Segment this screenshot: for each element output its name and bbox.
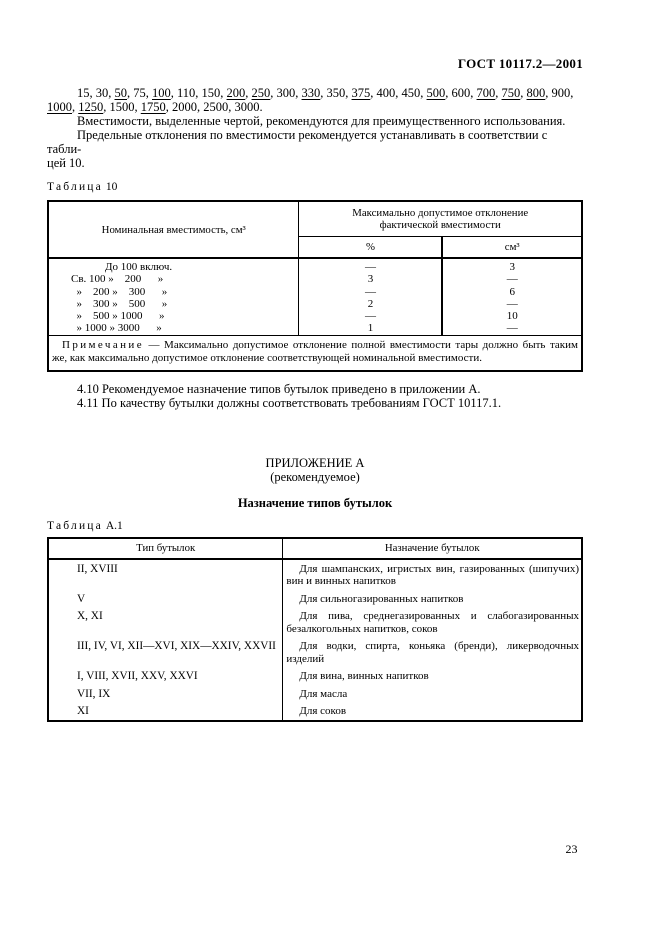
capacity-value: 1500 <box>109 100 135 114</box>
capacity-value: 900 <box>551 86 571 100</box>
table-row <box>48 322 582 335</box>
bottle-purpose-cell: Для масла <box>299 687 348 700</box>
col-header-percent: % <box>365 241 375 253</box>
deviation-cm3-cell: 6 <box>442 286 582 298</box>
deviation-percent-cell: — <box>364 261 376 273</box>
table10-note-label: Примечание <box>62 338 144 351</box>
table-row <box>48 702 582 721</box>
capacity-value: 2500 <box>203 100 229 114</box>
appendix-title: ПРИЛОЖЕНИЕ А <box>265 455 365 470</box>
table10-label-word: Таблица <box>47 181 103 193</box>
bottle-purpose-cell: Для вина, винных напитков <box>299 670 429 683</box>
capacity-value: 400 <box>376 86 396 100</box>
bottle-purpose-cell: Для сильногазированных напитков <box>299 592 464 605</box>
table-10 <box>47 200 583 372</box>
capacity-value-preferred: 800 <box>526 86 546 100</box>
intro-paragraphs <box>47 86 583 170</box>
page-content <box>47 0 583 722</box>
table-row <box>48 286 582 298</box>
bottle-purpose-cell: Для пива, среднегазированных и слабогазированных безалкогольных напитков, соков <box>286 610 579 635</box>
table-row <box>48 298 582 310</box>
bottle-type-cell: III, IV, VI, XII—XVI, XIX—XXIV, XXVII <box>48 637 283 667</box>
bottle-type-cell: I, VIII, XVII, XXV, XXVI <box>48 667 283 685</box>
table-row <box>48 559 582 590</box>
clause-4-10: 4.10 Рекомендуемое назначение типов бутылок приведено в приложении А. <box>77 381 481 396</box>
appendix-heading: Назначение типов бутылок <box>237 495 393 510</box>
clause-list <box>47 382 583 410</box>
bottle-purpose-cell: Для шампанских, игристых вин, газированных (шипучих) вин и винных напитков <box>286 562 579 588</box>
capacity-range-cell: До 100 включ. <box>48 258 299 273</box>
table10-body <box>48 258 582 335</box>
capacity-range-cell: » 500 » 1000 » <box>48 310 299 322</box>
col-header-max-deviation: Максимально допустимое отклонение фактической вместимости <box>299 201 582 237</box>
capacity-value-preferred: 1750 <box>140 100 166 114</box>
capacity-values-line1: 15, 30, 50, 75, 100, 110, 150, 200, 250, 300, 330, 350, 375, 400, 450, 500, 600, 700, 750, 800, 900, <box>77 86 574 100</box>
table-row <box>48 685 582 703</box>
deviation-note-line1: Предельные отклонения по вместимости рекомендуется устанавливать в соответствии с табли- <box>47 128 548 156</box>
capacity-range-cell: » 200 » 300 » <box>48 286 299 298</box>
capacity-value: 150 <box>201 86 221 100</box>
deviation-cm3-cell: 3 <box>442 258 582 273</box>
capacity-value-preferred: 330 <box>301 86 321 100</box>
table-row <box>48 607 582 637</box>
deviation-percent-cell: 3 <box>367 273 374 286</box>
appendix-header <box>47 456 583 484</box>
deviation-percent-cell: 2 <box>367 297 374 310</box>
capacity-value: 3000 <box>234 100 260 114</box>
table-row <box>48 637 582 667</box>
col-header-nominal-capacity: Номинальная вместимость, см³ <box>48 201 299 258</box>
tableA1-label-number: А.1 <box>105 519 123 532</box>
clause-4-11: 4.11 По качеству бутылки должны соответствовать требованиям ГОСТ 10117.1. <box>77 395 502 410</box>
capacity-values-line2: 1000, 1250, 1500, 1750, 2000, 2500, 3000. <box>47 100 263 114</box>
bottle-type-cell: X, XI <box>48 607 283 637</box>
col-header-bottle-type: Тип бутылок <box>48 538 283 559</box>
capacity-value: 300 <box>276 86 296 100</box>
capacity-value-preferred: 200 <box>226 86 246 100</box>
capacity-value-preferred: 700 <box>476 86 496 100</box>
col-header-cm3: см³ <box>442 237 582 259</box>
deviation-percent-cell: 1 <box>367 322 374 335</box>
table-row <box>48 258 582 273</box>
capacity-range-cell: » 1000 » 3000 » <box>48 322 299 335</box>
bottle-purpose-cell: Для водки, спирта, коньяка (бренди), ликерводочных изделий <box>286 640 579 665</box>
deviation-note-line2: цей 10. <box>47 156 85 170</box>
deviation-percent-cell: — <box>364 285 376 298</box>
deviation-cm3-cell: 10 <box>442 310 582 322</box>
deviation-cm3-cell: — <box>442 322 582 335</box>
tableA1-label <box>47 519 583 533</box>
table-row <box>48 310 582 322</box>
capacity-value: 30 <box>95 86 109 100</box>
col-header-bottle-purpose: Назначение бутылок <box>283 538 582 559</box>
table10-header <box>48 201 582 258</box>
capacity-value-preferred: 50 <box>114 86 127 100</box>
bottle-type-cell: II, XVIII <box>48 559 283 590</box>
table10-label-number: 10 <box>105 181 118 193</box>
capacity-value-preferred: 1250 <box>78 100 104 114</box>
capacity-value-preferred: 750 <box>501 86 521 100</box>
bottle-purpose-cell: Для соков <box>299 705 347 718</box>
table10-note <box>48 335 582 371</box>
capacity-range-cell: » 300 » 500 » <box>48 298 299 310</box>
table-a1 <box>47 537 583 722</box>
tableA1-body <box>48 559 582 721</box>
bottle-type-cell: V <box>48 590 283 608</box>
capacity-value: 350 <box>326 86 346 100</box>
document-header: ГОСТ 10117.2—2001 <box>457 56 583 71</box>
appendix-subtitle: (рекомендуемое) <box>270 469 360 484</box>
capacity-value: 110 <box>177 86 196 100</box>
preferred-capacities-note: Вместимости, выделенные чертой, рекомендуются для преимущественного использования. <box>77 114 566 128</box>
tableA1-header <box>48 538 582 559</box>
capacity-value: 450 <box>401 86 421 100</box>
bottle-type-cell: VII, IX <box>48 685 283 703</box>
bottle-type-cell: XI <box>48 702 283 721</box>
capacity-value: 15 <box>77 86 90 100</box>
capacity-value-preferred: 1000 <box>47 100 72 114</box>
capacity-value-preferred: 100 <box>152 86 171 100</box>
capacity-value-preferred: 500 <box>426 86 446 100</box>
deviation-percent-cell: — <box>364 310 376 323</box>
capacity-value-preferred: 250 <box>251 86 271 100</box>
capacity-value-preferred: 375 <box>351 86 371 100</box>
table-row <box>48 590 582 608</box>
deviation-cm3-cell: — <box>442 298 582 310</box>
table-row <box>48 273 582 285</box>
capacity-value: 2000 <box>172 100 197 114</box>
capacity-value: 600 <box>451 86 471 100</box>
table10-label <box>47 180 583 194</box>
capacity-range-cell: Св. 100 » 200 » <box>48 273 299 285</box>
table10-note-text: — Максимально допустимое отклонение полной вместимости тары должно быть таким же, как максимально допустимое отклонение соответствующей номинальной вместимости. <box>52 338 578 364</box>
table-row <box>48 667 582 685</box>
capacity-value: 75 <box>133 86 146 100</box>
page-number: 23 <box>565 842 578 856</box>
tableA1-label-word: Таблица <box>47 519 103 532</box>
deviation-cm3-cell: — <box>442 273 582 285</box>
